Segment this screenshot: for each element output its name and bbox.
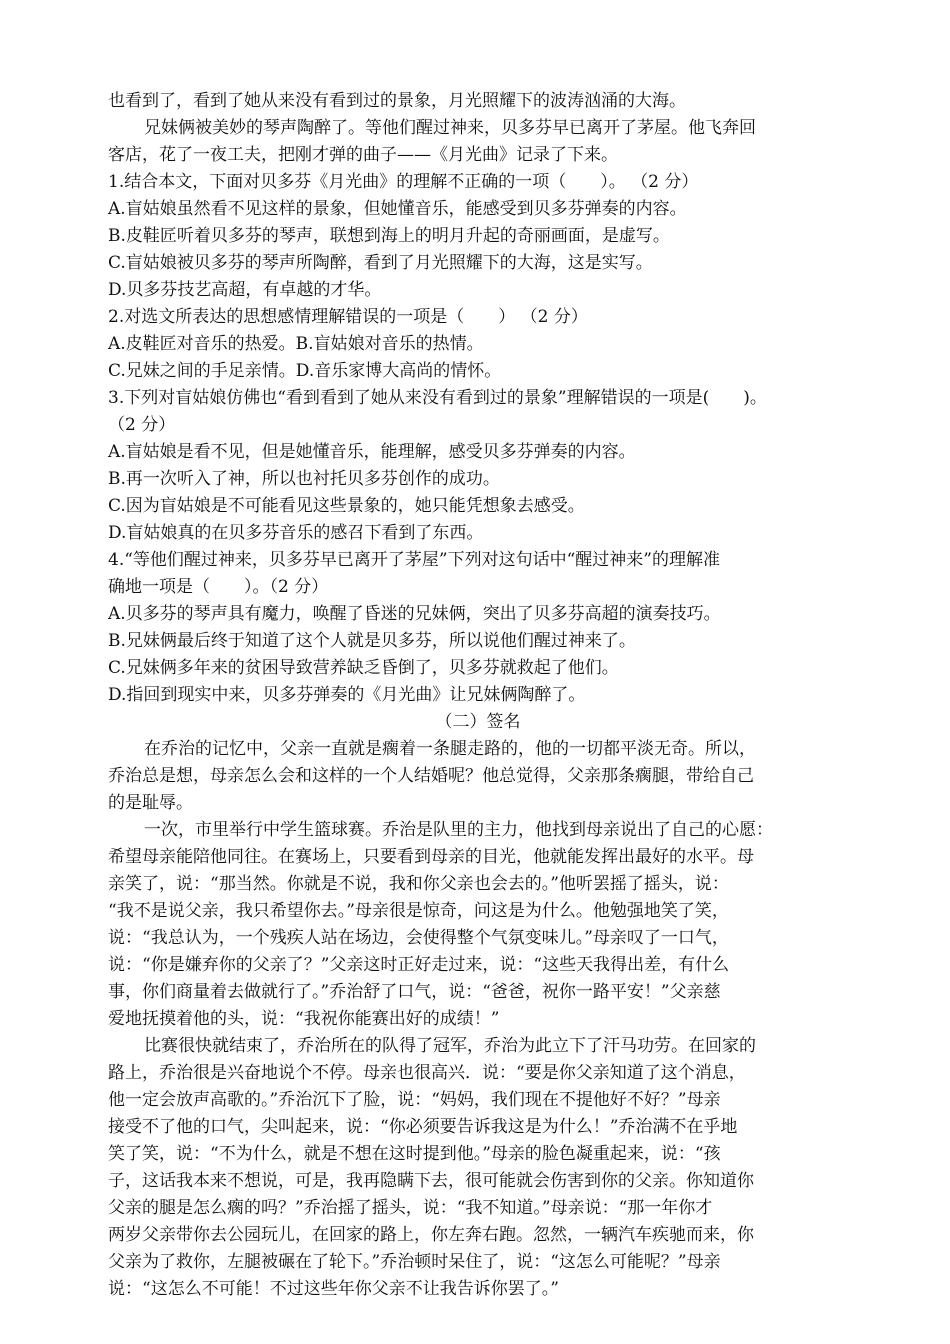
- question-3-option-a: A.盲姑娘是看不见，但是她懂音乐，能理解，感受贝多芬弹奏的内容。: [108, 442, 636, 462]
- text-line: 两岁父亲带你去公园玩儿，在回家的路上，你左奔右跑。忽然，一辆汽车疾驰而来，你: [108, 1225, 754, 1245]
- text-line: 子，这话我本来不想说，可是，我再隐瞒下去，很可能就会伤害到你的父亲。你知道你: [108, 1171, 754, 1191]
- section-title: （二）签名: [435, 712, 521, 732]
- text-line: 笑了笑，说：“不为什么，就是不想在这时提到他。”母亲的脸色凝重起来，说：“孩: [108, 1144, 721, 1164]
- text-line: 客店，花了一夜工夫，把刚才弹的曲子——《月光曲》记录了下来。: [108, 145, 618, 165]
- question-4-option-b: B.兄妹俩最后终于知道了这个人就是贝多芬，所以说他们醒过神来了。: [108, 631, 636, 651]
- question-2: 2.对选文所表达的思想感情理解错误的一项是（ ） （2 分）: [108, 307, 588, 327]
- text-line: 也看到了，看到了她从来没有看到过的景象，月光照耀下的波涛汹涌的大海。: [108, 91, 686, 111]
- paragraph-start: 一次，市里举行中学生篮球赛。乔治是队里的主力，他找到母亲说出了自己的心愿：: [144, 820, 773, 840]
- paragraph-start: 兄妹俩被美妙的琴声陶醉了。等他们醒过神来，贝多芬早已离开了茅屋。他飞奔回: [144, 118, 756, 138]
- question-4: 4.“等他们醒过神来，贝多芬早已离开了茅屋”下列对这句话中“醒过神来”的理解准: [108, 550, 720, 570]
- question-1-option-b: B.皮鞋匠听着贝多芬的琴声，联想到海上的明月升起的奇丽画面，是虚写。: [108, 226, 670, 246]
- document-page: [108, 88, 848, 1303]
- text-line: 他一定会放声高歌的。”乔治沉下了脸，说：“妈妈，我们现在不提他好不好？”母亲: [108, 1090, 721, 1110]
- paragraph-start: 在乔治的记忆中，父亲一直就是瘸着一条腿走路的，他的一切都平淡无奇。所以，: [144, 739, 756, 759]
- text-line: 希望母亲能陪他同往。在赛场上，只要看到母亲的目光，他就能发挥出最好的水平。母: [108, 847, 754, 867]
- text-line: 爱地抚摸着他的头，说：“我祝你能赛出好的成绩！”: [108, 1009, 500, 1029]
- text-line: 接受不了他的口气，尖叫起来，说：“你必须要告诉我这是为什么！”乔治满不在乎地: [108, 1117, 738, 1137]
- question-1-option-c: C.盲姑娘被贝多芬的琴声所陶醉，看到了月光照耀下的大海，这是实写。: [108, 253, 653, 273]
- text-line: 父亲的腿是怎么瘸的吗？”乔治摇了摇头，说：“我不知道。”母亲说：“那一年你才: [108, 1198, 713, 1218]
- text-line: 乔治总是想，母亲怎么会和这样的一个人结婚呢？他总觉得，父亲那条瘸腿，带给自己: [108, 766, 754, 786]
- question-4-cont: 确地一项是（ ）。（2 分）: [108, 577, 329, 597]
- question-3: 3.下列对盲姑娘仿佛也“看到看到了她从来没有看到过的景象”理解错误的一项是( )。: [108, 388, 767, 408]
- text-line: 亲笑了，说：“那当然。你就是不说，我和你父亲也会去的。”他听罢摇了摇头，说：: [108, 874, 729, 894]
- question-1-option-d: D.贝多芬技艺高超，有卓越的才华。: [108, 280, 382, 300]
- text-line: “我不是说父亲，我只希望你去。”母亲很是惊奇，问这是为什么。他勉强地笑了笑，: [108, 901, 729, 921]
- text-line: 说：“这怎么不可能！不过这些年你父亲不让我告诉你罢了。”: [108, 1279, 559, 1299]
- question-2-options-ab: A.皮鞋匠对音乐的热爱。B.盲姑娘对音乐的热情。: [108, 334, 484, 354]
- text-line: 父亲为了救你，左腿被碾在了轮下。”乔治顿时呆住了，说：“这怎么可能呢？”母亲: [108, 1252, 721, 1272]
- text-line: 的是耻辱。: [108, 793, 193, 813]
- question-3-option-d: D.盲姑娘真的在贝多芬音乐的感召下看到了东西。: [108, 523, 484, 543]
- text-line: 路上，乔治很是兴奋地说个不停。母亲也很高兴．说：“要是你父亲知道了这个消息，: [108, 1063, 746, 1083]
- text-line: 事，你们商量着去做就行了。”乔治舒了口气，说：“爸爸，祝你一路平安！”父亲慈: [108, 982, 721, 1002]
- question-1-option-a: A.盲姑娘虽然看不见这样的景象，但她懂音乐，能感受到贝多芬弹奏的内容。: [108, 199, 687, 219]
- question-4-option-d: D.指回到现实中来，贝多芬弹奏的《月光曲》让兄妹俩陶醉了。: [108, 685, 586, 705]
- text-line: 说：“你是嫌弃你的父亲了？”父亲这时正好走过来，说：“这些天我得出差，有什么: [108, 955, 730, 975]
- paragraph-start: 比赛很快就结束了，乔治所在的队得了冠军，乔治为此立下了汗马功劳。在回家的: [144, 1036, 756, 1056]
- question-1: 1.结合本文，下面对贝多芬《月光曲》的理解不正确的一项（ ）。 （2 分）: [108, 172, 699, 192]
- question-3-score: （2 分）: [108, 415, 176, 435]
- text-line: 说：“我总认为，一个残疾人站在场边，会使得整个气氛变味儿。”母亲叹了一口气，: [108, 928, 729, 948]
- question-4-option-a: A.贝多芬的琴声具有魔力，唤醒了昏迷的兄妹俩，突出了贝多芬高超的演奏技巧。: [108, 604, 721, 624]
- question-4-option-c: C.兄妹俩多年来的贫困导致营养缺乏昏倒了，贝多芬就救起了他们。: [108, 658, 619, 678]
- question-3-option-c: C.因为盲姑娘是不可能看见这些景象的，她只能凭想象去感受。: [108, 496, 585, 516]
- question-3-option-b: B.再一次听入了神，所以也衬托贝多芬创作的成功。: [108, 469, 500, 489]
- question-2-options-cd: C.兄妹之间的手足亲情。D.音乐家博大高尚的情怀。: [108, 361, 502, 381]
